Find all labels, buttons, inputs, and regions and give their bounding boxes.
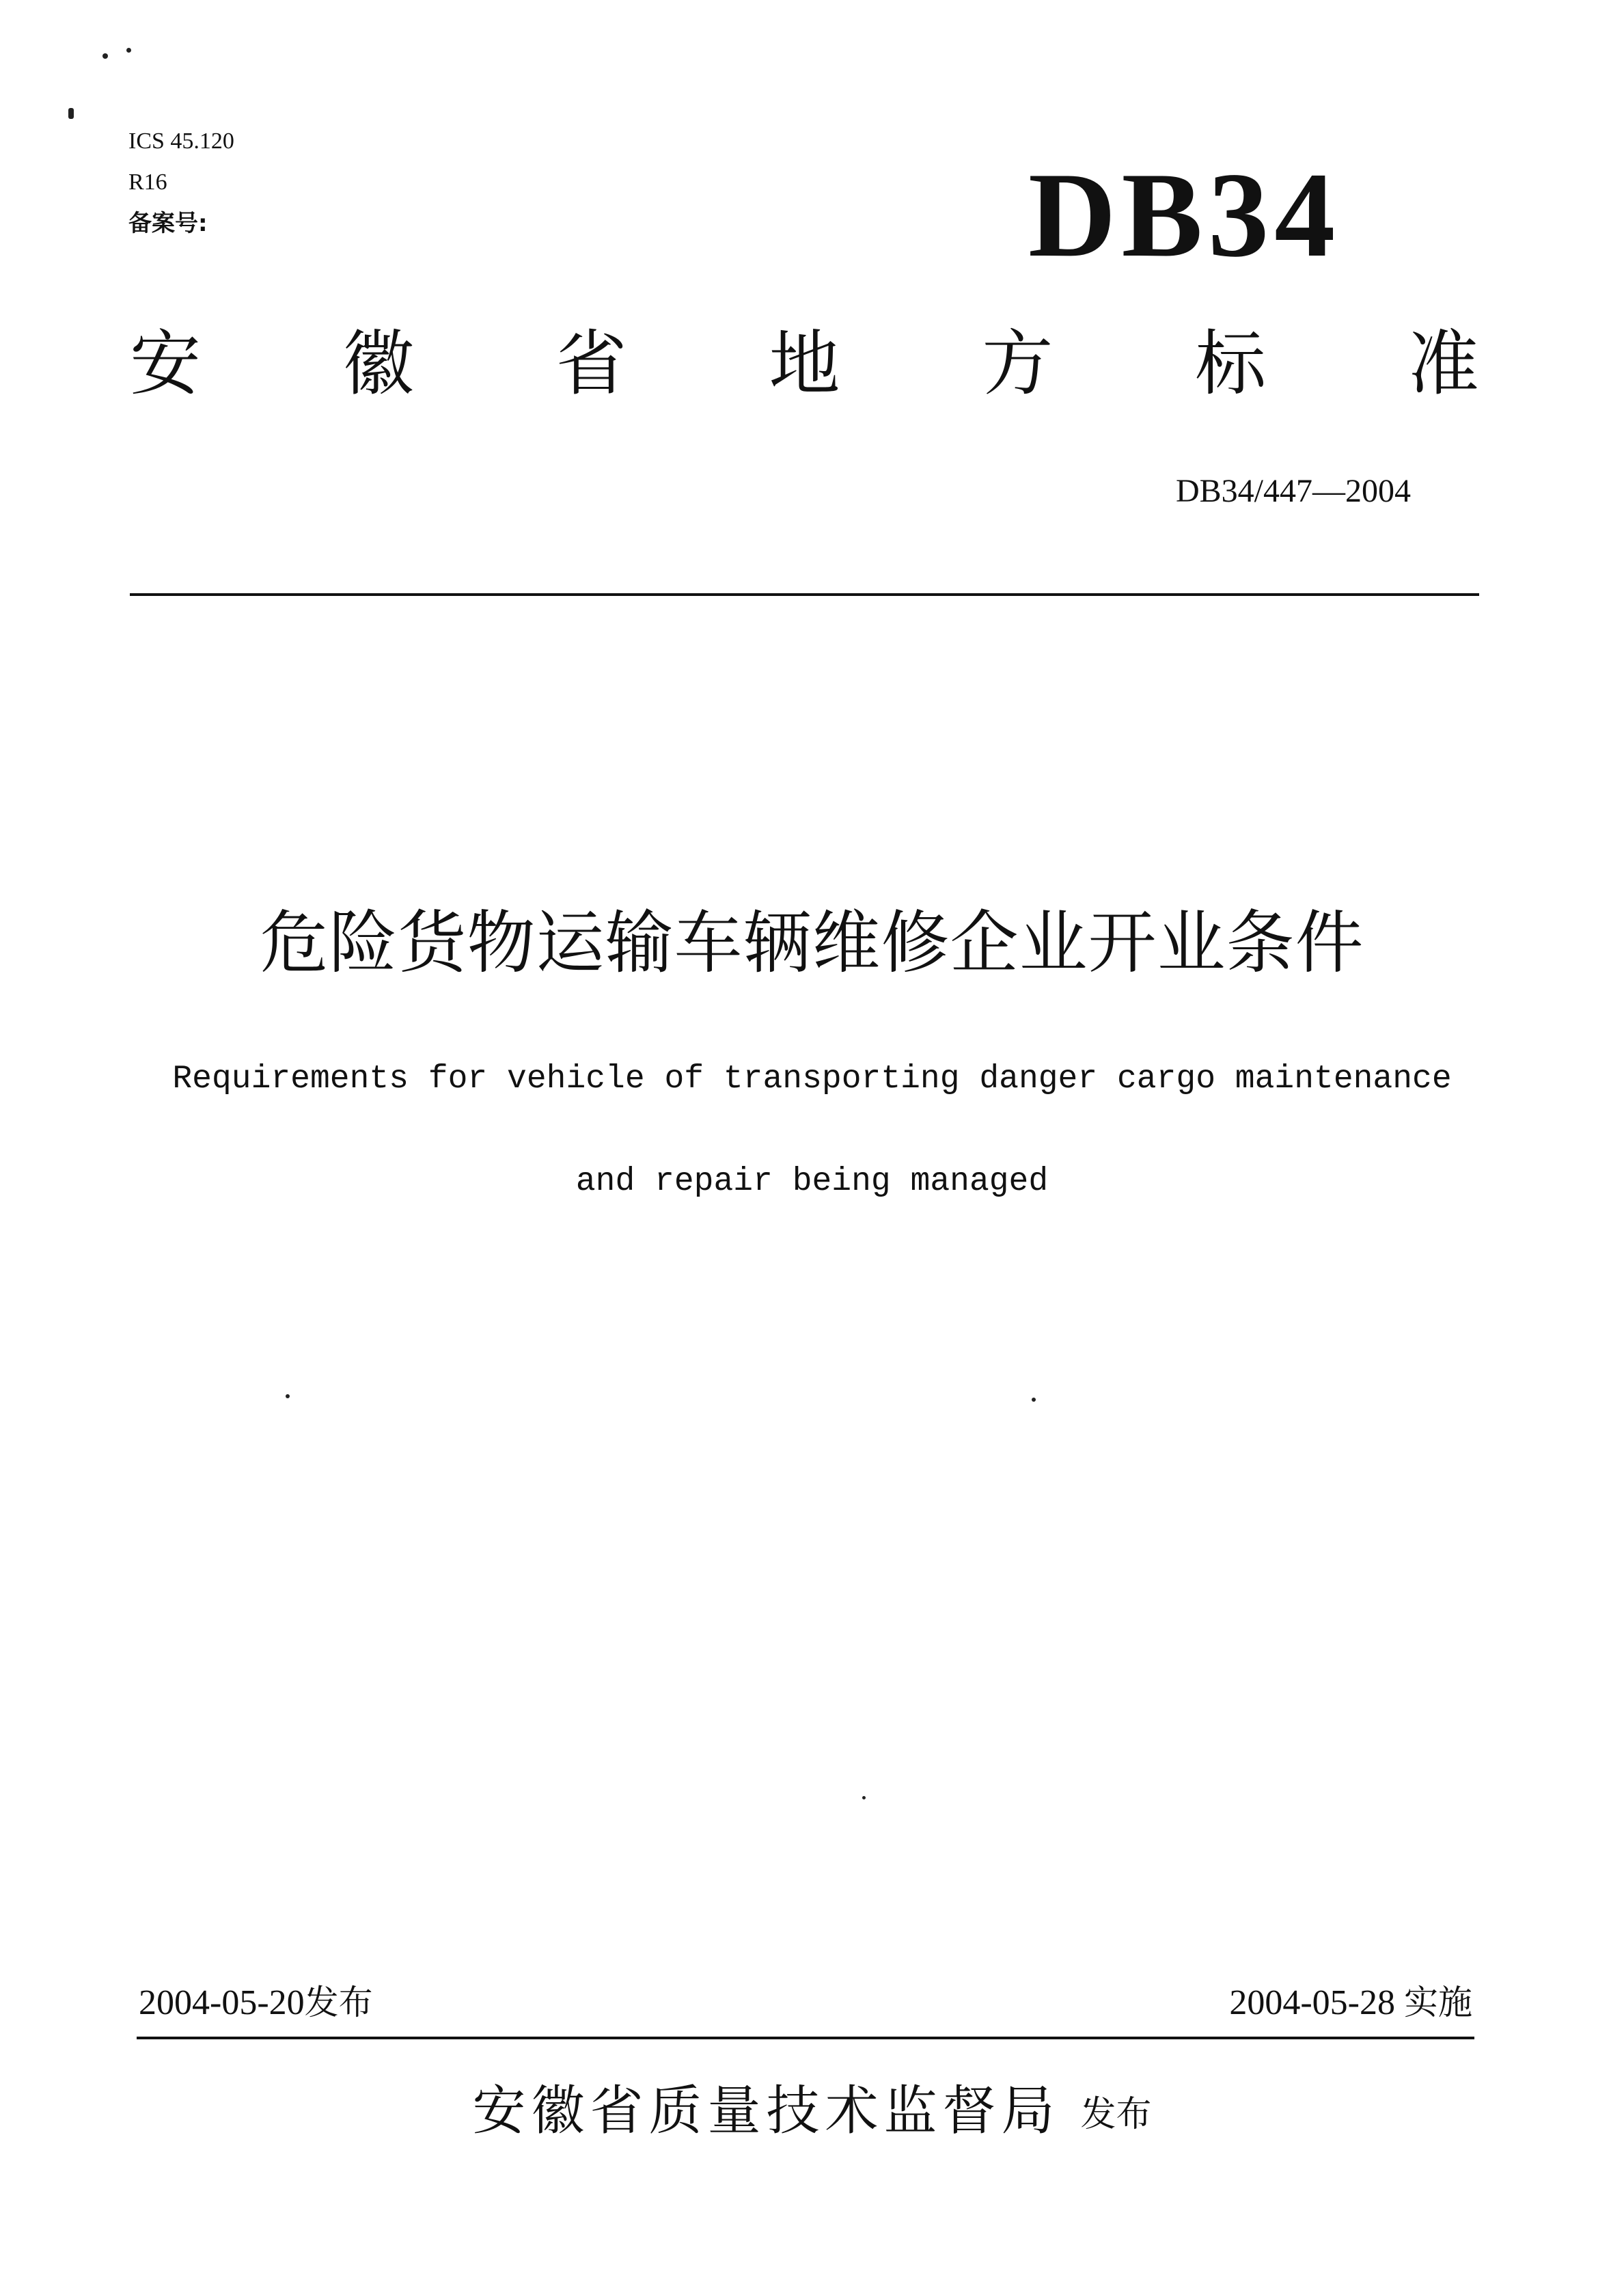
- issue-date-block: [139, 1985, 373, 2021]
- title-english-line-1: Requirements for vehicle of transporting danger cargo maintenance: [172, 1061, 1452, 1098]
- scan-speck: [102, 53, 108, 59]
- header-divider: [130, 593, 1479, 596]
- footer-divider: [137, 2037, 1474, 2039]
- scan-speck: [1032, 1398, 1036, 1402]
- standard-type-heading: [130, 322, 1479, 405]
- category-code: R16: [128, 169, 167, 195]
- effective-date: 2004-05-28: [1229, 1983, 1395, 2022]
- scan-speck: [286, 1394, 290, 1398]
- issue-date: 2004-05-20: [139, 1983, 305, 2022]
- effective-date-block: [1229, 1985, 1472, 2021]
- standard-type-char: 标: [1195, 322, 1267, 405]
- issuer-suffix: 发布: [1080, 2094, 1152, 2135]
- issuer-line: [0, 2080, 1624, 2142]
- standard-type-char: 方: [982, 322, 1054, 405]
- issuer-name: 安徽省质量技术监督局: [472, 2080, 1060, 2142]
- standard-type-char: 地: [769, 322, 840, 405]
- scan-speck: [126, 48, 131, 53]
- scan-speck: [68, 108, 74, 119]
- standard-type-char: 徽: [342, 322, 414, 405]
- standard-number: DB34/447—2004: [1175, 473, 1411, 509]
- title-chinese: 危险货物运输车辆维修企业开业条件: [260, 903, 1364, 983]
- standard-type-char: 安: [130, 322, 202, 405]
- issue-label: 发布: [304, 1983, 373, 2022]
- standard-type-char: 准: [1407, 322, 1479, 405]
- title-english-line-2: and repair being managed: [575, 1163, 1049, 1200]
- effective-label: 实施: [1404, 1983, 1472, 2022]
- ics-code: ICS 45.120: [128, 128, 234, 154]
- standard-logo: DB34: [1028, 147, 1341, 282]
- scan-speck: [862, 1796, 866, 1799]
- standard-type-char: 省: [555, 322, 627, 405]
- record-number-label: 备案号:: [128, 210, 208, 237]
